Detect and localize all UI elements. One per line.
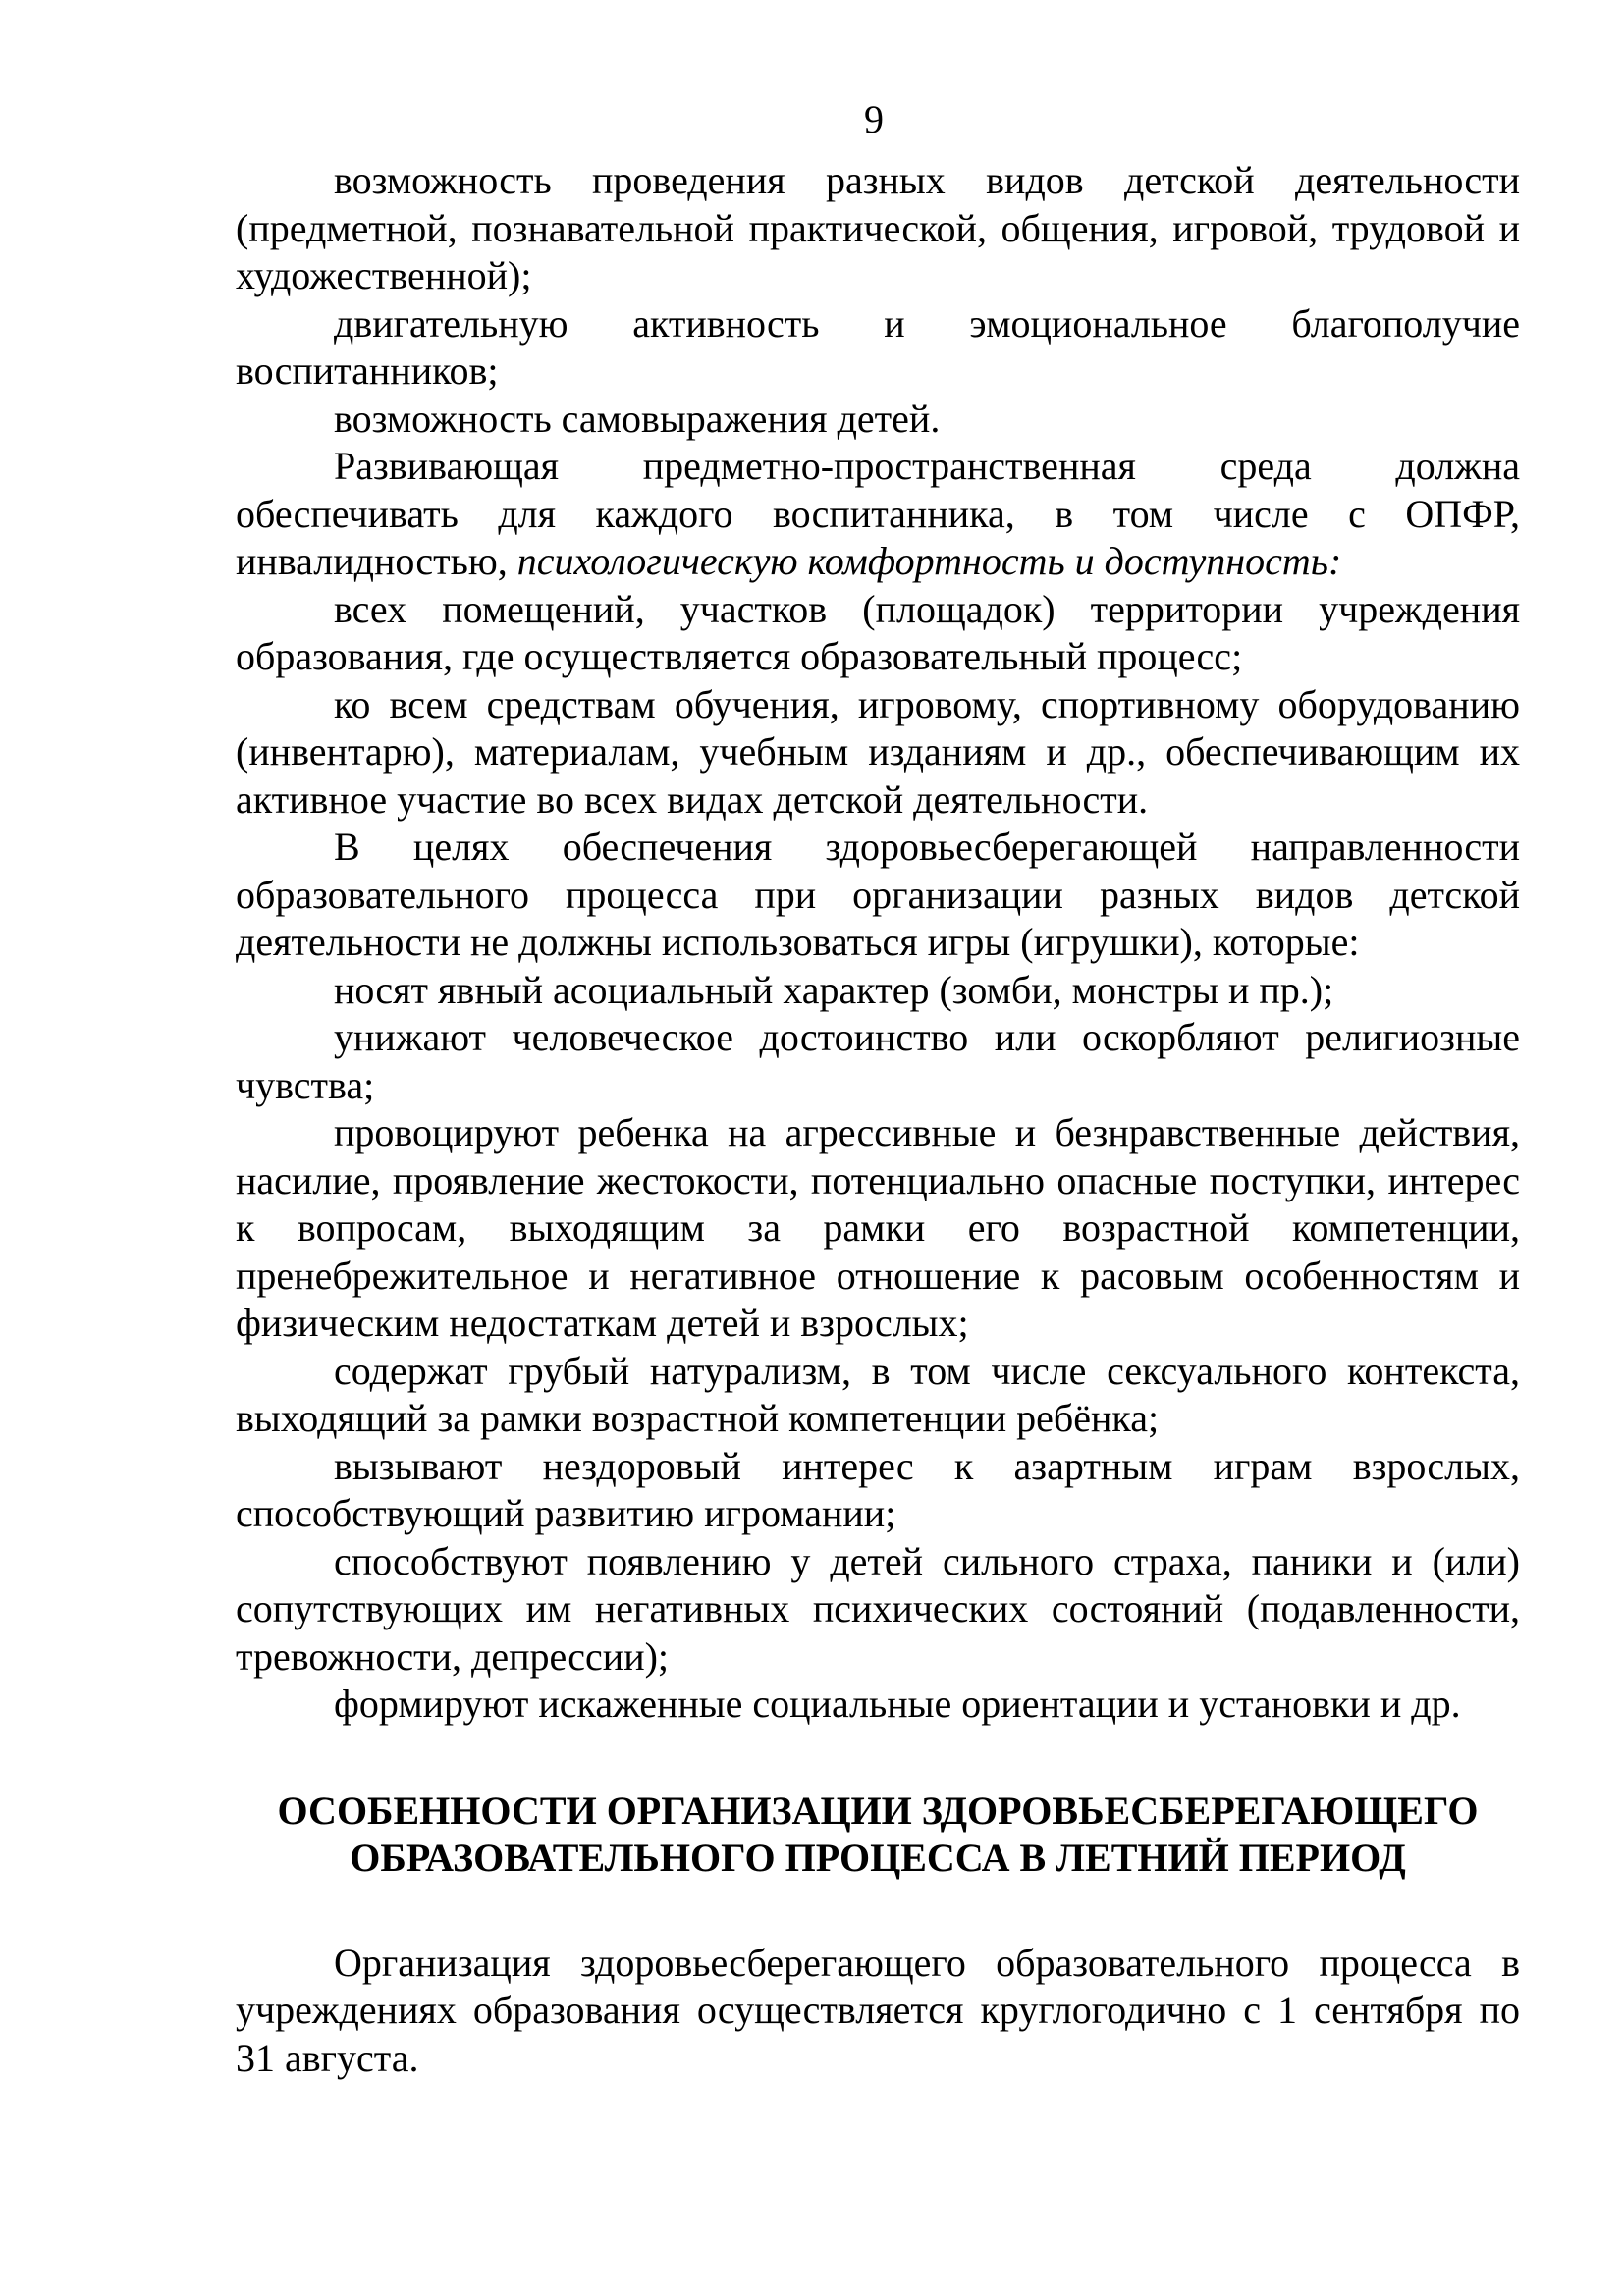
paragraph-self-expression: возможность самовыражения детей. <box>334 396 941 441</box>
paragraph-fear: способствуют появлению у детей сильного страха, паники и (или) сопутствующих им негативных психических состояний (подавленности, тревожности, депрессии); <box>236 1538 1520 1679</box>
paragraph-naturalism: содержат грубый натурализм, в том числе сексуального контекста, выходящий за рамки возрастной компетенции ребёнка; <box>236 1348 1520 1440</box>
paragraph-environment <box>236 443 1520 586</box>
environment-lead-text: Развивающая предметно-пространственная среда должна обеспечивать для каждого воспитанника, в том числе с ОПФР, инвалидностью, <box>236 444 1520 583</box>
paragraph-dignity: унижают человеческое достоинство или оскорбляют религиозные чувства; <box>236 1015 1520 1107</box>
section-heading-line-2: ОБРАЗОВАТЕЛЬНОГО ПРОЦЕССА В ЛЕТНИЙ ПЕРИОД <box>350 1836 1406 1880</box>
section-heading <box>236 1729 1520 1940</box>
environment-emphasis-text: психологическую комфортность и доступность: <box>516 539 1342 583</box>
paragraph-motor-activity: двигательную активность и эмоциональное благополучие воспитанников; <box>236 300 1520 393</box>
paragraph-provoke: провоцируют ребенка на агрессивные и безнравственные действия, насилие, проявление жестокости, потенциально опасные поступки, интерес к вопросам, выходящим за рамки его возрастной компетенции, пренебрежительное и негативное отношение к расовым особенностям и физическим недостаткам детей и взрослых; <box>236 1110 1520 1345</box>
paragraph-activity-types: возможность проведения разных видов детской деятельности (предметной, познавательной практической, общения, игровой, трудовой и художественной); <box>236 158 1520 297</box>
paragraph-distorted: формируют искаженные социальные ориентации и установки и др. <box>334 1682 1461 1726</box>
paragraph-year-round: Организация здоровьесберегающего образовательного процесса в учреждениях образования осуществляется круглогодично с 1 сентября по 31 августа. <box>236 1940 1520 2080</box>
page-number: 9 <box>864 97 884 141</box>
section-heading-line-1: ОСОБЕННОСТИ ОРГАНИЗАЦИИ ЗДОРОВЬЕСБЕРЕГАЮЩЕГО <box>277 1788 1479 1833</box>
paragraph-gambling: вызывают нездоровый интерес к азартным играм взрослых, способствующий развитию игромании; <box>236 1443 1520 1535</box>
paragraph-toy-restrictions: В целях обеспечения здоровьесберегающей направленности образовательного процесса при организации разных видов детской деятельности не должны использоваться игры (игрушки), которые: <box>236 825 1520 964</box>
paragraph-premises: всех помещений, участков (площадок) территории учреждения образования, где осуществляется образовательный процесс; <box>236 586 1520 678</box>
paragraph-learning-tools: ко всем средствам обучения, игровому, спортивному оборудованию (инвентарю), материалам, учебным изданиям и др., обеспечивающим их активное участие во всех видах детской деятельности. <box>236 681 1520 822</box>
paragraph-asocial: носят явный асоциальный характер (зомби, монстры и пр.); <box>334 967 1334 1012</box>
document-body <box>236 157 1520 2082</box>
